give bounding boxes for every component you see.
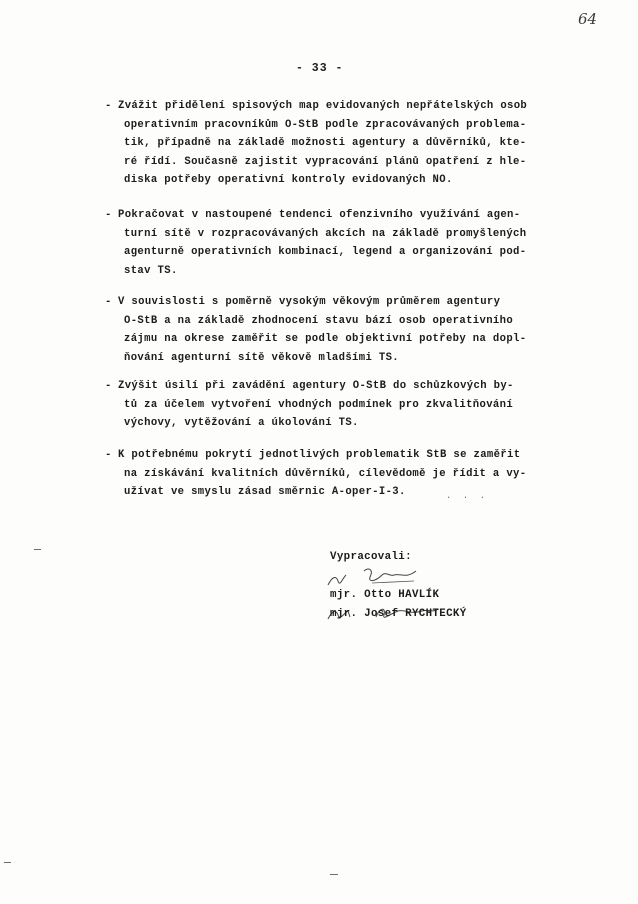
- trailing-dots: . . .: [446, 491, 489, 501]
- list-item: [105, 293, 588, 367]
- text-line: operativním pracovníkům O-StB podle zpracovávaných problema-: [124, 118, 527, 131]
- text-line: výchovy, vytěžování a úkolování TS.: [124, 417, 359, 430]
- text-line: tů za účelem vytvoření vhodných podmínek pro zkvalitňování: [124, 398, 514, 411]
- text-line: turní sítě v rozpracovávaných akcích na základě promyšlených: [124, 227, 527, 240]
- margin-tick: [330, 874, 338, 875]
- text-line: Pokračovat v nastoupené tendenci ofenzivního využívání agen-: [118, 209, 521, 221]
- signature-block: [330, 548, 467, 624]
- text-line: zájmu na okrese zaměřit se podle objektivní potřeby na dopl-: [124, 333, 527, 346]
- text-line: K potřebnému pokrytí jednotlivých problematik StB se zaměřit: [118, 449, 521, 461]
- text-line: stav TS.: [124, 264, 178, 277]
- text-line: užívat ve smyslu zásad směrnic A-oper-I-3.: [124, 486, 406, 499]
- text-line: agenturně operativních kombinací, legend a organizování pod-: [124, 246, 527, 259]
- list-item: [105, 206, 588, 280]
- signer-name: mjr. Otto HAVLÍK: [330, 589, 440, 601]
- text-line: Zvážit přidělení spisových map evidovaných nepřátelských osob: [118, 100, 528, 112]
- list-item: [105, 377, 588, 433]
- bullet-dash: -: [105, 380, 112, 392]
- bullet-dash: -: [105, 209, 112, 221]
- text-line: ňování agenturní sítě věkově mladšími TS.: [124, 351, 399, 364]
- list-item: [105, 446, 588, 502]
- text-line: na získávání kvalitních důvěrníků, cílevědomě je řídit a vy-: [124, 467, 527, 480]
- signer-name: mjr. Josef RYCHTECKÝ: [330, 608, 467, 620]
- bullet-dash: -: [105, 100, 112, 112]
- prepared-by-heading: Vypracovali:: [330, 551, 412, 563]
- list-item: [105, 97, 588, 190]
- text-line: Zvýšit úsilí při zavádění agentury O-StB do schůzkových by-: [118, 380, 514, 392]
- bullet-dash: -: [105, 296, 112, 308]
- text-line: ré řídí. Současně zajistit vypracování plánů opatření z hle-: [124, 155, 527, 168]
- bullet-dash: -: [105, 449, 112, 461]
- text-line: O-StB a na základě zhodnocení stavu bází osob operativního: [124, 314, 514, 327]
- text-line: tik, případně na základě možnosti agentury a důvěrníků, kte-: [124, 137, 527, 150]
- text-line: V souvislosti s poměrně vysokým věkovým průměrem agentury: [118, 296, 501, 308]
- text-line: diska potřeby operativní kontroly evidovaných NO.: [124, 174, 453, 187]
- corner-page-mark: 64: [578, 10, 598, 28]
- margin-tick: [34, 549, 41, 550]
- page-number: - 33 -: [296, 62, 344, 75]
- margin-tick: [4, 862, 11, 863]
